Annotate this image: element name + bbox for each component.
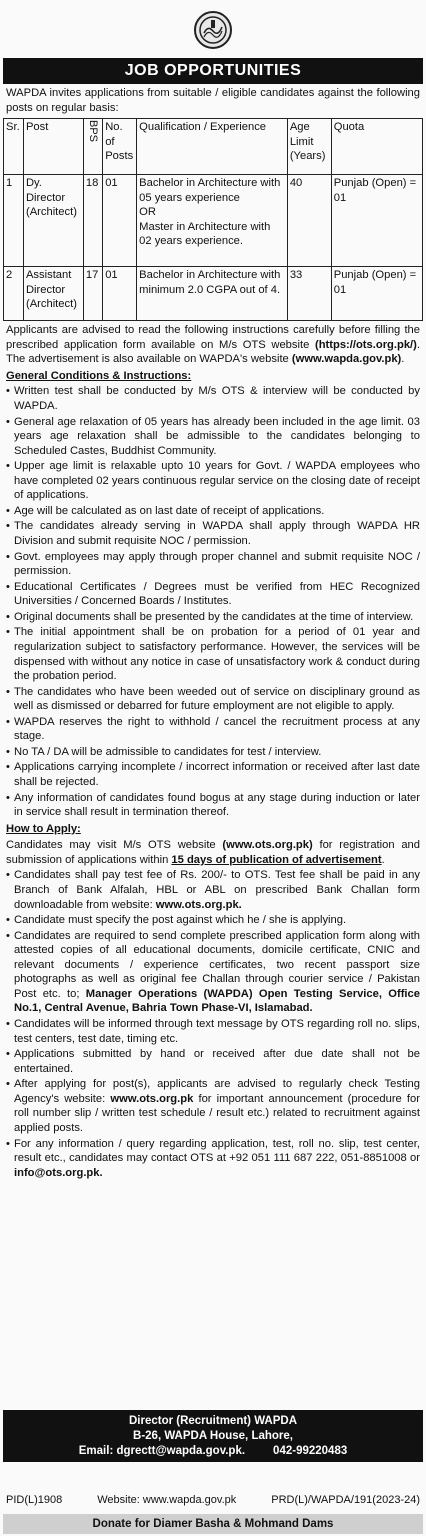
table-row (4, 175, 423, 267)
cell-post: Dy. Director (Architect) (23, 175, 83, 267)
list-item: • WAPDA reserves the right to withhold / cancel the recruitment process at any stage. (6, 715, 420, 744)
col-quota: Quota (331, 119, 422, 175)
advice-part: Applicants are advised to read the following instructions carefully before filling the prescribed application form available on M/s OTS website (6, 324, 420, 351)
cell-sr: 2 (4, 267, 24, 321)
qual-line: Master in Architecture with 02 years experience. (139, 220, 271, 248)
cell-age: 33 (287, 267, 331, 321)
col-bps-label: BPS (87, 120, 100, 143)
list-item (6, 868, 420, 912)
ots-email-link[interactable]: info@ots.org.pk. (14, 1166, 103, 1179)
mailing-address: Manager Operations (WAPDA) Open Testing Service, Office No.1, Central Avenue, Bahria Town Phase-VI, Islamabad. (14, 987, 420, 1015)
posts-table (3, 118, 423, 321)
apply-intro-part: Candidates may visit M/s OTS website (6, 839, 223, 852)
footer-contact-row (3, 1444, 423, 1459)
advice-part: . (401, 353, 405, 366)
footer-phone: 042-99220483 (273, 1444, 348, 1457)
cell-quota: Punjab (Open) = 01 (331, 175, 422, 267)
item-text: For any information / query regarding application, test, roll no. slip, test center, result etc., candidates may contact OTS at +92 051 111 687 222, 051-8851008 or (14, 1137, 420, 1165)
list-item (6, 1077, 420, 1135)
footer-line-2: B-26, WAPDA House, Lahore, (133, 1429, 293, 1442)
col-post: Post (23, 119, 83, 175)
qual-line: OR (139, 206, 156, 219)
ots-website-link[interactable]: (www.ots.org.pk) (222, 839, 313, 852)
list-item: • Govt. employees may apply through proper channel and submit requisite NOC / permission. (6, 550, 420, 579)
prd-number: PRD(L)/WAPDA/191(2023-24) (271, 1494, 420, 1506)
intro-text: WAPDA invites applications from suitable / eligible candidates against the following posts on regular basis: (6, 87, 420, 114)
cell-sr: 1 (4, 175, 24, 267)
cell-bps: 18 (83, 175, 102, 267)
apply-intro-part: for registration and submission of applications within (6, 839, 420, 866)
cell-quota: Punjab (Open) = 01 (331, 267, 422, 321)
cell-bps: 17 (83, 267, 102, 321)
table-row (4, 267, 423, 321)
list-item: • The candidates already serving in WAPDA shall apply through WAPDA HR Division and submit requisite NOC / permission. (6, 519, 420, 548)
col-qualification: Qualification / Experience (137, 119, 288, 175)
qual-line: Bachelor in Architecture with 05 years experience (139, 177, 281, 204)
wapda-link[interactable]: (www.wapda.gov.pk) (291, 353, 402, 366)
list-item: • Candidate must specify the post against which he / she is applying. (6, 913, 420, 928)
table-header-row (4, 119, 423, 175)
cell-qualification (137, 267, 288, 321)
list-item: • Any information of candidates found bogus at any stage during induction or later in service shall result in termination thereof. (6, 791, 420, 820)
list-item (6, 1137, 420, 1181)
list-item: • Written test shall be conducted by M/s OTS & interview will be conducted by WAPDA. (6, 384, 420, 413)
apply-intro (3, 837, 423, 868)
page-title: JOB OPPORTUNITIES (3, 58, 423, 84)
wapda-logo-icon (194, 11, 232, 49)
reference-row (6, 1493, 420, 1507)
list-item: • Upper age limit is relaxable upto 10 years for Govt. / WAPDA employees who have completed 02 years continuous regular service on the closing date of receipt of applications. (6, 459, 420, 503)
footer-line-1: Director (Recruitment) WAPDA (128, 1415, 298, 1427)
general-conditions-list (3, 384, 423, 819)
cell-post: Assistant Director (Architect) (23, 267, 83, 321)
col-age: Age Limit (Years) (287, 119, 331, 175)
ots-link[interactable]: (https://ots.org.pk/) (314, 338, 417, 351)
list-item: • Candidates will be informed through text message by OTS regarding roll no. slips, test centers, test date, timing etc. (6, 1017, 420, 1046)
deadline-text: 15 days of publication of advertisement (171, 853, 382, 866)
cell-qualification (137, 175, 288, 267)
general-conditions-heading: General Conditions & Instructions: (6, 369, 192, 382)
list-item: • The candidates who have been weeded out of service on disciplinary ground as well as dismissed or debarred for future employment are not eligible to apply. (6, 685, 420, 714)
apply-intro-part: . (381, 853, 385, 866)
item-text: Candidates shall pay test fee of Rs. 200/- to OTS. Test fee shall be paid in any Branch of Bank Alfalah, HBL or ABL on prescribed Bank Challan form downloadable from website: (14, 869, 420, 911)
col-bps (83, 119, 102, 175)
footer-contact-box (3, 1410, 423, 1462)
item-text: for important announcement (procedure for roll number slip / written test schedule / result etc.) related to recruitment against applied posts. (14, 1092, 420, 1134)
list-item: • Age will be calculated as on last date of receipt of applications. (6, 504, 420, 519)
list-item: • Applications carrying incomplete / incorrect information or received after last date shall be rejected. (6, 760, 420, 789)
website-text[interactable]: Website: www.wapda.gov.pk (97, 1494, 237, 1506)
cell-posts: 01 (103, 267, 137, 321)
list-item: • The initial appointment shall be on probation for a period of 01 year and regularization subject to satisfactory performance. However, the services will be dispensed with without any notice in case of unsatisfactory work & conduct during the probation period. (6, 625, 420, 683)
list-item: • No TA / DA will be admissible to candidates for test / interview. (6, 745, 420, 760)
item-text: After applying for post(s), applicants are advised to regularly check Testing Agency's website: (14, 1078, 420, 1105)
donate-banner: Donate for Diamer Basha & Mohmand Dams (3, 1514, 423, 1534)
list-item (6, 929, 420, 1016)
ots-announcement-link[interactable]: www.ots.org.pk (110, 1092, 194, 1105)
list-item: • Educational Certificates / Degrees must be verified from HEC Recognized Universities / Concerned Boards / Institutes. (6, 580, 420, 609)
advice-text (3, 322, 423, 368)
item-text: Candidates are required to send complete prescribed application form along with attested copies of all educational documents, domicile certificate, CNIC and relevant documents / experience certificates, two recent passport size photographs as well as original fee Challan through courier service / Pakistan Post etc. to; (14, 929, 420, 1000)
col-posts: No. of Posts (103, 119, 137, 175)
list-item: • Applications submitted by hand or received after due date shall not be entertained. (6, 1047, 420, 1076)
cell-posts: 01 (103, 175, 137, 267)
advice-part: . The advertisement is also available on WAPDA's website (6, 338, 420, 366)
how-to-apply-list (3, 868, 423, 1180)
col-sr: Sr. (4, 119, 24, 175)
qual-line: Bachelor in Architecture with minimum 2.0 CGPA out of 4. (139, 269, 281, 296)
list-item: • General age relaxation of 05 years has already been included in the age limit. 03 years age relaxation shall be admissible to the candidates belonging to Scheduled Castes, Buddhist Community. (6, 415, 420, 459)
list-item: • Original documents shall be presented by the candidates at the time of interview. (6, 610, 420, 625)
logo-row (3, 2, 423, 58)
pid-number: PID(L)1908 (6, 1494, 63, 1506)
how-to-apply-heading: How to Apply: (6, 822, 81, 835)
footer-email[interactable]: Email: dgrectt@wapda.gov.pk. (78, 1444, 246, 1457)
ots-download-link[interactable]: www.ots.org.pk. (155, 898, 242, 911)
cell-age: 40 (287, 175, 331, 267)
